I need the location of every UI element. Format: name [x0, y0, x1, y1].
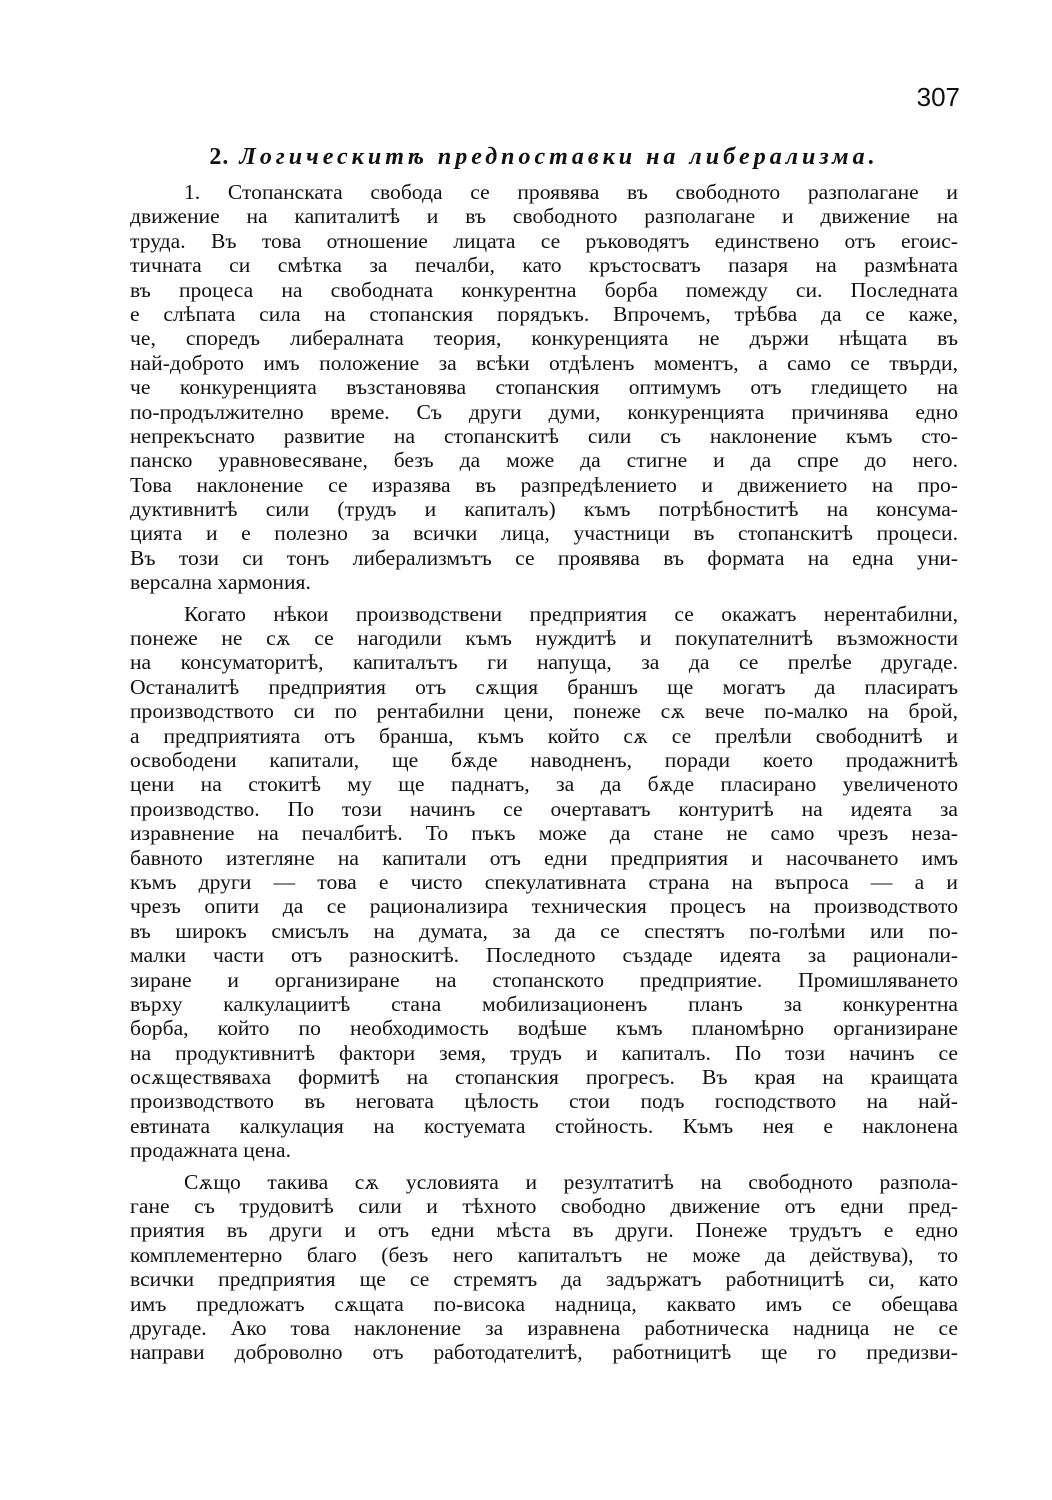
- text-line: къмъ други — това е чисто спекулативната страна на въпроса — а и: [130, 869, 958, 894]
- text-line: продажната цена.: [130, 1138, 291, 1163]
- text-line: освободени капитали, ще бѫде наводненъ, поради което продажнитѣ: [130, 747, 958, 772]
- text-line: панско уравновесяване, безъ да може да стигне и да спре до него.: [130, 448, 958, 473]
- text-line: производство. По този начинъ се очертаватъ контуритѣ на идеята за: [130, 796, 958, 821]
- text-line: Останалитѣ предприятия отъ сѫщия браншъ ще могатъ да пласиратъ: [130, 674, 958, 699]
- text-line: въ процеса на свободната конкурентна борба помежду си. Последната: [130, 277, 958, 302]
- section-heading: [130, 140, 958, 174]
- text-line: комплементерно благо (безъ него капиталътъ не може да действува), то: [130, 1242, 958, 1267]
- text-line: приятия въ други и отъ едни мѣста въ други. Понеже трудътъ е едно: [130, 1218, 958, 1243]
- text-line: зиране и организиране на стопанското предприятие. Промишляването: [130, 967, 958, 992]
- text-line: 1. Стопанската свобода се проявява въ свободното разполагане и: [184, 180, 958, 204]
- text-line: а предприятията отъ бранша, къмъ който сѫ се прелѣли свободнитѣ и: [130, 723, 958, 748]
- text-line: върху калкулациитѣ стана мобилизационенъ планъ за конкурентна: [130, 991, 958, 1016]
- text-line: по-продължително време. Съ други думи, конкуренцията причинява едно: [130, 399, 958, 424]
- text-line: най-доброто имъ положение за всѣки отдѣленъ моментъ, а само се твърди,: [130, 350, 958, 375]
- text-column: [130, 140, 958, 1365]
- text-line: изравнение на печалбитѣ. То пъкъ може да стане не само чрезъ неза-: [130, 821, 958, 846]
- text-line: понеже не сѫ се нагодили къмъ нуждитѣ и покупателнитѣ възможности: [130, 626, 958, 651]
- text-line: че, споредъ либералната теория, конкуренцията не държи нѣщата въ: [130, 326, 958, 351]
- section-number: 2.: [209, 144, 230, 170]
- text-line: дуктивнитѣ сили (трудъ и капиталъ) къмъ потрѣбноститѣ на консума-: [130, 497, 958, 522]
- text-line: Въ този си тонъ либерализмътъ се проявява въ формата на една уни-: [130, 545, 958, 570]
- text-line: на продуктивнитѣ фактори земя, трудъ и капиталъ. По този начинъ се: [130, 1040, 958, 1065]
- text-line: Сѫщо такива сѫ условията и резултатитѣ на свободното разпола-: [184, 1169, 958, 1194]
- text-line: Това наклонение се изразява въ разпредѣлението и движението на про-: [130, 472, 958, 497]
- text-line: труда. Въ това отношение лицата се ръководятъ единствено отъ егоис-: [130, 228, 958, 253]
- paragraph-3: [130, 1170, 958, 1365]
- text-line: всички предприятия ще се стремятъ да задържатъ работницитѣ си, като: [130, 1267, 958, 1292]
- text-line: че конкуренцията възстановява стопанския оптимумъ отъ гледището на: [130, 375, 958, 400]
- text-line: осѫществяваха формитѣ на стопанския прогресъ. Въ края на краищата: [130, 1065, 958, 1090]
- text-line: въ широкъ смисълъ на думата, за да се спестятъ по-голѣми или по-: [130, 918, 958, 943]
- text-line: цията и е полезно за всички лица, участници въ стопанскитѣ процеси.: [130, 521, 958, 546]
- text-line: чрезъ опити да се рационализира техническия процесъ на производството: [130, 894, 958, 919]
- paragraph-1: [130, 180, 958, 595]
- text-line: цени на стокитѣ му ще паднатъ, за да бѫде пласирано увеличеното: [130, 772, 958, 797]
- text-line: версална хармония.: [130, 570, 311, 595]
- text-line: тичната си смѣтка за печалби, като кръстосватъ пазаря на размѣната: [130, 253, 958, 278]
- paragraph-2: [130, 602, 958, 1163]
- text-line: бавното изтегляне на капитали отъ едни предприятия и насочването имъ: [130, 845, 958, 870]
- text-line: Когато нѣкои производствени предприятия се окажатъ нерентабилни,: [184, 601, 958, 626]
- text-line: движение на капиталитѣ и въ свободното разполагане и движение на: [130, 204, 958, 229]
- text-line: производството си по рентабилни цени, понеже сѫ вече по-малко на брой,: [130, 699, 958, 724]
- text-line: другаде. Ако това наклонение за изравнена работническа надница не се: [130, 1315, 958, 1340]
- text-line: гане съ трудовитѣ сили и тѣхното свободно движение отъ едни пред-: [130, 1194, 958, 1219]
- text-line: производството въ неговата цѣлость стои подъ господството на най-: [130, 1089, 958, 1114]
- section-title: Логическитѣ предпоставки на либерализма.: [239, 144, 879, 170]
- text-line: на консуматоритѣ, капиталътъ ги напуща, за да се прелѣе другаде.: [130, 650, 958, 675]
- text-line: евтината калкулация на костуемата стойность. Къмъ нея е наклонена: [130, 1113, 958, 1138]
- text-line: борба, който по необходимость водѣше къмъ планомѣрно организиране: [130, 1016, 958, 1041]
- text-line: малки части отъ разноскитѣ. Последното създаде идеята за рационали-: [130, 943, 958, 968]
- page-number: 307: [916, 82, 960, 112]
- text-line: направи доброволно отъ работодателитѣ, работницитѣ ще го предизви-: [130, 1340, 958, 1365]
- text-line: имъ предложатъ сѫщата по-висока надница, каквато имъ се обещава: [130, 1291, 958, 1316]
- text-line: е слѣпата сила на стопанския порядъкъ. Впрочемъ, трѣбва да се каже,: [130, 301, 958, 326]
- text-line: непрекъснато развитие на стопанскитѣ сили съ наклонение къмъ сто-: [130, 423, 958, 448]
